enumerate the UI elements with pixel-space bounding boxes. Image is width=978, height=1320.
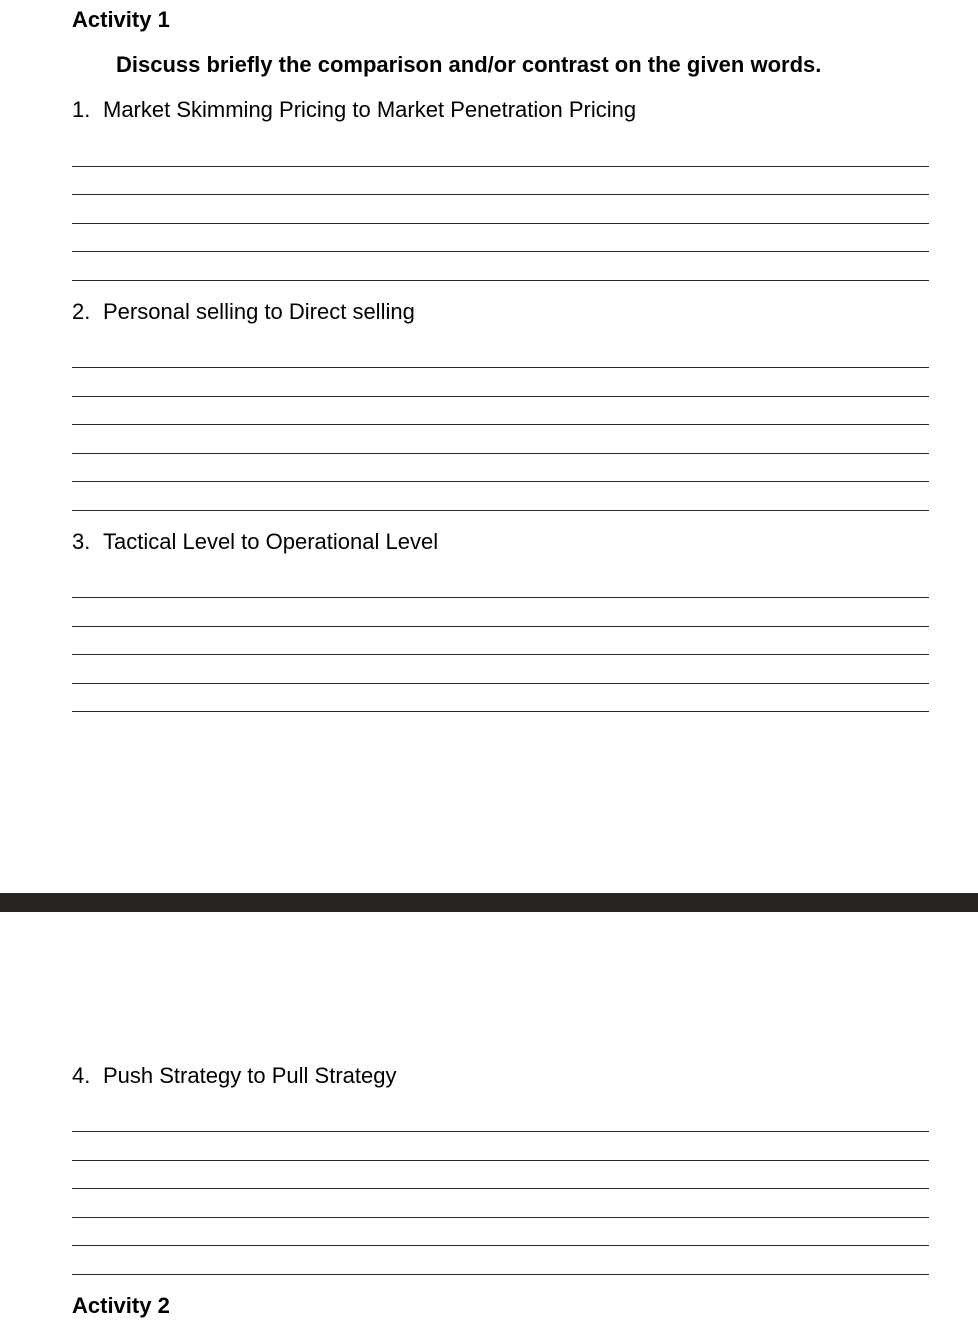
question-number: 4. [72, 1063, 91, 1088]
answer-line[interactable] [72, 166, 929, 167]
answer-line[interactable] [72, 424, 929, 425]
answer-line[interactable] [72, 1188, 929, 1189]
answer-line[interactable] [72, 1274, 929, 1275]
activity-instruction: Discuss briefly the comparison and/or contrast on the given words. [116, 52, 822, 77]
answer-line[interactable] [72, 683, 929, 684]
page-divider [0, 893, 978, 912]
question-1 [72, 96, 636, 124]
question-2 [72, 298, 415, 326]
question-number: 2. [72, 299, 91, 324]
answer-line[interactable] [72, 1245, 929, 1246]
question-4 [72, 1062, 397, 1090]
question-text: Personal selling to Direct selling [103, 299, 415, 324]
question-text: Tactical Level to Operational Level [103, 529, 439, 554]
answer-line[interactable] [72, 396, 929, 397]
question-3 [72, 528, 438, 556]
answer-line[interactable] [72, 654, 929, 655]
answer-line[interactable] [72, 510, 929, 511]
question-text: Push Strategy to Pull Strategy [103, 1063, 397, 1088]
question-number: 3. [72, 529, 91, 554]
answer-line[interactable] [72, 251, 929, 252]
answer-line[interactable] [72, 1217, 929, 1218]
answer-line[interactable] [72, 1160, 929, 1161]
question-text: Market Skimming Pricing to Market Penetration Pricing [103, 97, 637, 122]
answer-line[interactable] [72, 223, 929, 224]
answer-line[interactable] [72, 481, 929, 482]
activity-title: Activity 1 [72, 7, 170, 32]
next-activity-title: Activity 2 [72, 1293, 170, 1318]
answer-line[interactable] [72, 1131, 929, 1132]
answer-line[interactable] [72, 280, 929, 281]
answer-line[interactable] [72, 453, 929, 454]
answer-line[interactable] [72, 626, 929, 627]
answer-line[interactable] [72, 194, 929, 195]
answer-line[interactable] [72, 711, 929, 712]
question-number: 1. [72, 97, 91, 122]
answer-line[interactable] [72, 597, 929, 598]
answer-line[interactable] [72, 367, 929, 368]
